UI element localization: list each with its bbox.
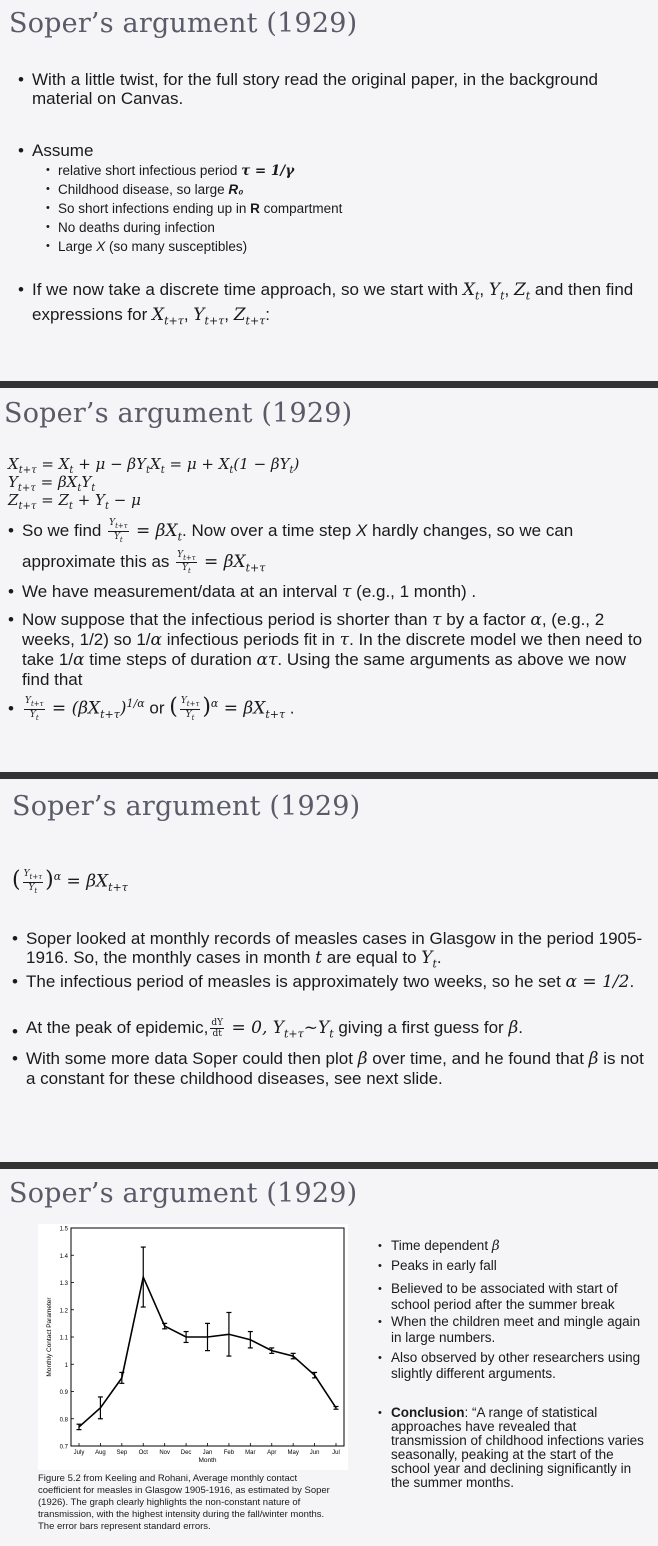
slide-4 [0,1169,658,1546]
slide-divider [0,381,658,388]
y-tick-label: 1.4 [59,1253,68,1260]
bullet-assume: • Assume [18,141,94,160]
x-tick-label: Jan [202,1450,213,1456]
bullet-dot: • [18,141,24,160]
slide-2 [0,388,658,772]
x-tick-label: Aug [95,1450,106,1456]
right-bullet: • Peaks in early fall [378,1258,497,1273]
bullet-dot: • [8,582,14,601]
bullet-peak-epidemic: • At the peak of epidemic, $\frac{dY}{dt}$ = 0, $Y_{t+\tau}\sim Y_t$ giving a first guess for β. [26,1015,646,1047]
bullet-discrete-time: • If we now take a discrete time approach, so we start with $X_t$, $Y_t$, $Z_t$ and then find expressions for $X_{t+\tau}$, $Y_{t+\tau}$, $Z_{t+\tau}$: [18,280,634,328]
bullet-measurement-interval: • We have measurement/data at an interval τ (e.g., 1 month) . [8,582,477,602]
slide-divider [0,772,658,779]
slide-1 [0,0,658,381]
equation-x: $X_{t+\tau} = X_t + \mu - \beta Y_tX_t = \mu + X_t(1 - \beta Y_t)$ [8,455,300,476]
x-tick-label: May [287,1450,299,1456]
slide-title: Soper’s argument (1929) [12,791,361,822]
x-tick-label: Dec [180,1450,192,1456]
y-tick-label: 0.8 [59,1417,68,1424]
bullet-dot: • [12,929,18,948]
x-tick-label: Sep [116,1450,128,1456]
x-tick-label: July [73,1450,85,1456]
bullet-dot: • [8,610,14,629]
y-tick-label: 1.1 [59,1335,68,1342]
right-bullet: • Also observed by other researchers using slightly different arguments. [378,1350,641,1381]
bullet-alpha-equation: • $\frac{Y_{t+\tau}}{Y_t}$ = $(\beta X_{t+\tau})^{1/\alpha}$ or ( $\frac{Y_{t+\tau}}{Y_t}$ )$^\alpha = \beta X_{t+\tau}$ . [8,694,295,722]
bullet-dot: • [12,1049,18,1068]
equation-z: $Z_{t+\tau} = Z_t + Y_t - \mu$ [8,491,141,512]
sub-bullet-childhood-disease: • Childhood disease, so large R₀ [46,182,244,197]
bullet-so-we-find: • So we find $\frac{Y_{t+\tau}}{Y_t}$ = $\beta X_t$. Now over a time step X hardly changes, so we can approximate this as $\frac{Y_{t+\tau}}{Y_t}$ = $\beta X_{t+\tau}$ [8,518,574,576]
equation-y: $Y_{t+\tau} = \beta X_tY_t$ [8,473,96,494]
x-tick-label: Apr [267,1450,277,1456]
slide-3 [0,779,658,1162]
bullet-dot: • [8,699,14,718]
bullet-infectious-measles: • The infectious period of measles is approximately two weeks, so he set α = 1/2. [12,972,635,992]
y-tick-label: 1.2 [59,1308,68,1315]
fraction: $\frac{Y_{t+\tau}}{Y_t}$ [177,549,196,576]
equation-alpha: ( $\frac{Y_{t+\tau}}{Y_t}$ )$^\alpha = \beta X_{t+\tau}$ [12,867,128,895]
y-tick-label: 1.3 [59,1281,68,1287]
conclusion: • Conclusion: “A range of statistical approaches have revealed that transmission of childhood infections varies seasonally, peaking at the start of the school year and declining significantly in the summer months. [378,1405,644,1490]
slide-title: Soper’s argument (1929) [9,1178,358,1209]
x-tick-label: Oct [138,1450,148,1456]
x-tick-label: Jul [332,1450,340,1456]
fraction: $\frac{Y_{t+\tau}}{Y_t}$ [25,695,44,722]
bullet-soper-records: • Soper looked at monthly records of measles cases in Glasgow in the period 1905-1916. So, the monthly cases in month t are equal to $Y_t$. [12,929,643,971]
right-bullet: • Believed to be associated with start of school period after the summer break [378,1281,618,1312]
right-bullet: • Time dependent β [378,1238,500,1254]
bullet-intro: • With a little twist, for the full story read the original paper, in the background material on Canvas. [18,70,599,108]
bullet-beta-over-time: • With some more data Soper could then plot β over time, and he found that β is not a constant for these childhood diseases, see next slide. [12,1049,644,1088]
fraction: $\frac{Y_{t+\tau}}{Y_t}$ [109,518,128,544]
y-tick-label: 0.9 [59,1390,68,1396]
bullet-dot: • [12,1022,18,1041]
sub-bullet-short-infections: • So short infections ending up in R compartment [46,201,343,216]
fraction: $\frac{dY}{dt}$ [211,1018,224,1040]
y-axis-label: Monthly Contact Parameter [46,1297,53,1377]
bullet-dot: • [18,280,24,299]
contact-parameter-chart [38,1224,348,1470]
x-axis-label: Month [198,1457,217,1464]
sub-bullet-no-deaths: • No deaths during infection [46,220,215,235]
slide-divider [0,1162,658,1169]
y-tick-label: 0.7 [59,1444,68,1451]
y-tick-label: 1.5 [59,1226,68,1233]
slide-title: Soper’s argument (1929) [9,8,358,39]
right-bullet: • When the children meet and mingle again in large numbers. [378,1314,641,1345]
x-tick-label: Feb [223,1450,235,1456]
bullet-dot: • [18,70,24,89]
fraction: $\frac{Y_{t+\tau}}{Y_t}$ [180,695,200,722]
sub-bullet-large-x: • Large X (so many susceptibles) [46,239,248,254]
bullet-dot: • [12,972,18,991]
bullet-dot: • [8,521,14,540]
slide-title: Soper’s argument (1929) [4,398,353,429]
bullet-infectious-shorter: • Now suppose that the infectious period is shorter than τ by a factor α, (e.g., 2 weeks, 1/2) so 1/α infectious periods fit in τ. In the discrete model we then need to take 1/α time steps of duration ατ. Using the same arguments as above we now find that [8,610,643,689]
x-tick-label: Jun [309,1450,320,1456]
sub-bullet-infectious-period: • relative short infectious period τ = 1/γ [46,163,295,179]
fraction: $\frac{Y_{t+\tau}}{Y_t}$ [23,868,43,895]
x-tick-label: Mar [245,1450,256,1456]
y-tick-label: 1 [64,1362,68,1369]
figure-caption: Figure 5.2 from Keeling and Rohani, Average monthly contact coefficient for measles in Glasgow 1905-1916, as estimated by Soper (1926). The graph clearly highlights the non-constant nature of transmission, with the highest intensity during the fall/winter months. The error bars represent standard errors. [38,1473,330,1532]
x-tick-label: Nov [159,1450,171,1456]
